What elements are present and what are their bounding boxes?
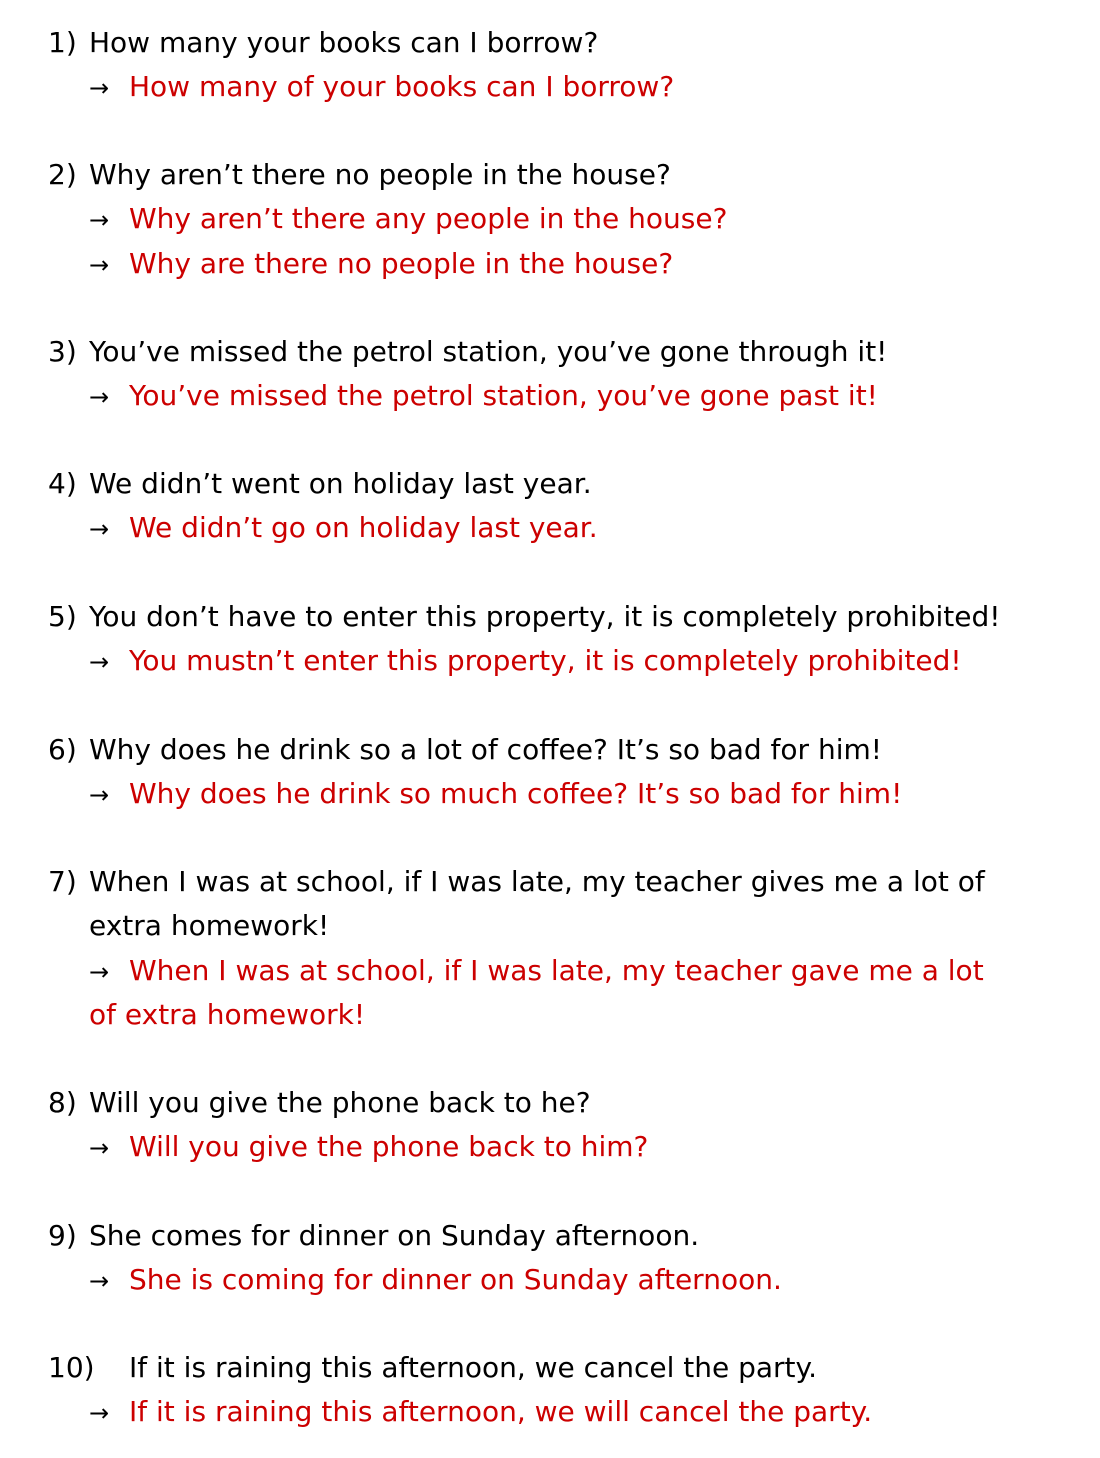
- arrow-icon: →: [89, 1134, 110, 1162]
- item-number: 4): [48, 467, 77, 500]
- correction-line: [89, 242, 673, 286]
- item-number: 7): [48, 865, 77, 898]
- item-number: 8): [48, 1086, 77, 1119]
- arrow-icon: →: [89, 251, 110, 279]
- incorrect-sentence-line-1: When I was at school, if I was late, my teacher gives me a lot of: [89, 865, 985, 898]
- item-number: 10): [48, 1351, 95, 1384]
- arrow-icon: →: [89, 206, 110, 234]
- incorrect-sentence: You don’t have to enter this property, it is completely prohibited!: [89, 600, 1001, 633]
- arrow-icon: →: [89, 1399, 110, 1427]
- item-number: 9): [48, 1219, 77, 1252]
- correction-line: [89, 772, 902, 816]
- arrow-icon: →: [89, 515, 110, 543]
- item-number: 5): [48, 600, 77, 633]
- incorrect-sentence: Why does he drink so a lot of coffee? It’s so bad for him!: [89, 733, 882, 766]
- corrected-sentence: Why aren’t there any people in the house?: [129, 202, 728, 235]
- correction-line: [89, 65, 674, 109]
- arrow-icon: →: [89, 74, 110, 102]
- incorrect-sentence-line-2: extra homework!: [89, 909, 330, 942]
- corrected-sentence: You’ve missed the petrol station, you’ve gone past it!: [129, 379, 878, 412]
- corrected-sentence: We didn’t go on holiday last year.: [129, 511, 598, 544]
- incorrect-sentence: If it is raining this afternoon, we cancel the party.: [129, 1351, 818, 1384]
- arrow-icon: →: [89, 648, 110, 676]
- incorrect-sentence: How many your books can I borrow?: [89, 26, 599, 59]
- corrected-sentence: If it is raining this afternoon, we will cancel the party.: [129, 1395, 873, 1428]
- corrected-sentence-line-2: of extra homework!: [89, 998, 366, 1031]
- arrow-icon: →: [89, 781, 110, 809]
- correction-line: [89, 1390, 872, 1434]
- corrected-sentence-line-1: When I was at school, if I was late, my teacher gave me a lot: [129, 954, 984, 987]
- corrected-sentence: She is coming for dinner on Sunday afternoon.: [129, 1263, 782, 1296]
- item-number: 6): [48, 733, 77, 766]
- arrow-icon: →: [89, 383, 110, 411]
- incorrect-sentence: Will you give the phone back to he?: [89, 1086, 591, 1119]
- incorrect-sentence: You’ve missed the petrol station, you’ve gone through it!: [89, 335, 888, 368]
- item-number: 2): [48, 158, 77, 191]
- correction-line: [89, 197, 727, 241]
- correction-line: [89, 639, 962, 683]
- incorrect-sentence: We didn’t went on holiday last year.: [89, 467, 592, 500]
- correction-line: [89, 506, 598, 550]
- correction-line: [89, 949, 984, 993]
- corrected-sentence: Will you give the phone back to him?: [129, 1130, 649, 1163]
- correction-line: [89, 1258, 782, 1302]
- correction-line: [89, 374, 878, 418]
- corrected-sentence: How many of your books can I borrow?: [129, 70, 675, 103]
- incorrect-sentence: She comes for dinner on Sunday afternoon.: [89, 1219, 700, 1252]
- arrow-icon: →: [89, 958, 110, 986]
- incorrect-sentence: Why aren’t there no people in the house?: [89, 158, 671, 191]
- corrected-sentence: Why are there no people in the house?: [129, 247, 674, 280]
- arrow-icon: →: [89, 1267, 110, 1295]
- correction-line: [89, 1125, 648, 1169]
- item-number: 1): [48, 26, 77, 59]
- item-number: 3): [48, 335, 77, 368]
- corrected-sentence: You mustn’t enter this property, it is completely prohibited!: [129, 644, 962, 677]
- corrected-sentence: Why does he drink so much coffee? It’s so bad for him!: [129, 777, 903, 810]
